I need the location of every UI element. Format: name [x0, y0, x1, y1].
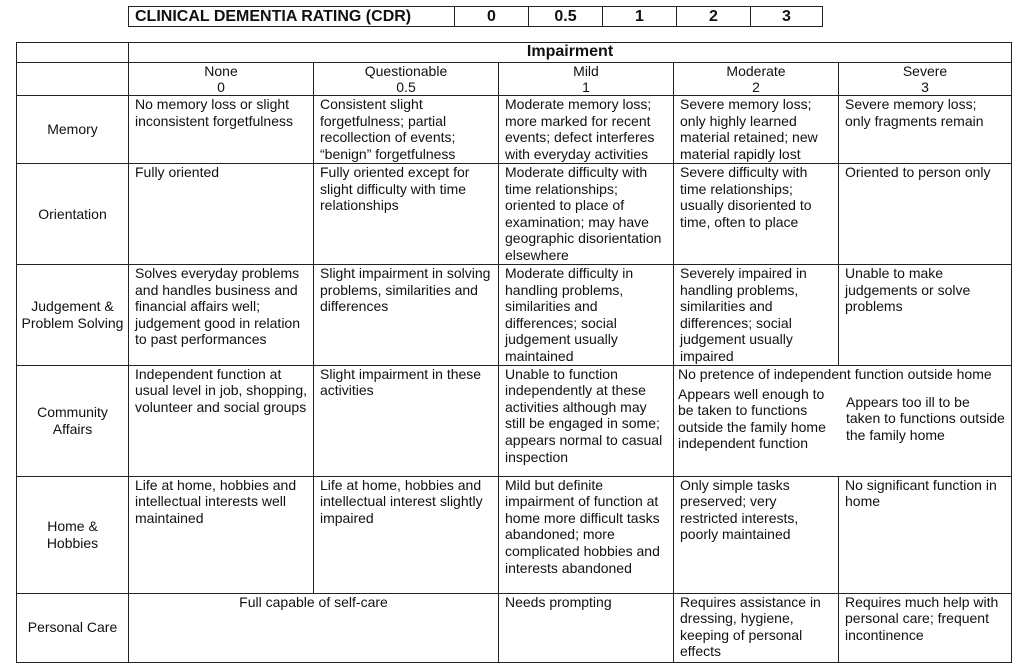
- level-questionable: [314, 63, 499, 96]
- row-label: Home & Hobbies: [17, 476, 129, 593]
- cell-severe: Oriented to person only: [839, 164, 1012, 265]
- cdr-title: CLINICAL DEMENTIA RATING (CDR): [129, 7, 455, 27]
- score-2: 2: [677, 7, 751, 27]
- cell-severe: Severe memory loss; only fragments remain: [839, 96, 1012, 164]
- row-label: Judgement & Problem Solving: [17, 265, 129, 366]
- cell-questionable: Fully oriented except for slight difficulty with time relationships: [314, 164, 499, 265]
- score-3: 3: [751, 7, 823, 27]
- cell-moderate: Severely impaired in handling problems, similarities and differences; social judgement usually impaired: [674, 265, 839, 366]
- level-score: 0.5: [396, 79, 416, 95]
- impairment-heading: Impairment: [129, 43, 1012, 63]
- level-header-row: [17, 63, 1012, 96]
- row-label: Personal Care: [17, 593, 129, 662]
- cell-questionable: Life at home, hobbies and intellectual interest slightly impaired: [314, 476, 499, 593]
- score-1: 1: [603, 7, 677, 27]
- level-name: Moderate: [726, 63, 786, 79]
- level-mild: [499, 63, 674, 96]
- row-label: Community Affairs: [17, 365, 129, 476]
- cell-mild: Moderate difficulty with time relationships; oriented to place of examination; may have geographic disorientation elsewhere: [499, 164, 674, 265]
- corner-cell-2: [17, 63, 129, 96]
- row-home-hobbies: [17, 476, 1012, 593]
- combined-moderate-text: Appears well enough to be taken to functions outside the family home independent function: [678, 385, 826, 452]
- cell-moderate: Severe difficulty with time relationships; usually disoriented to time, often to place: [674, 164, 839, 265]
- cell-none: No memory loss or slight inconsistent forgetfulness: [129, 96, 314, 164]
- row-personal-care: [17, 593, 1012, 662]
- cell-mild: Unable to function independently at these activities although may still be engaged in some; appears normal to casual inspection: [499, 365, 674, 476]
- row-community-affairs: [17, 365, 1012, 476]
- impairment-header-row: [17, 43, 1012, 63]
- level-none: [129, 63, 314, 96]
- level-name: None: [204, 63, 238, 79]
- cell-moderate: Requires assistance in dressing, hygiene, keeping of personal effects: [674, 593, 839, 662]
- corner-cell: [17, 43, 129, 63]
- row-memory: [17, 96, 1012, 164]
- cdr-table: [16, 42, 1012, 663]
- cell-questionable: Slight impairment in solving problems, similarities and differences: [314, 265, 499, 366]
- cell-mild: Moderate memory loss; more marked for recent events; defect interferes with everyday activities: [499, 96, 674, 164]
- row-judgement: [17, 265, 1012, 366]
- cell-mild: Mild but definite impairment of function at home more difficult tasks abandoned; more complicated hobbies and interests abandoned: [499, 476, 674, 593]
- combined-header-text: No pretence of independent function outside home: [678, 365, 992, 382]
- level-score: 0: [217, 79, 225, 95]
- level-score: 1: [582, 79, 590, 95]
- cell-none: Life at home, hobbies and intellectual interests well maintained: [129, 476, 314, 593]
- cell-questionable: Consistent slight forgetfulness; partial recollection of events; “benign” forgetfulness: [314, 96, 499, 164]
- level-name: Severe: [902, 63, 948, 79]
- level-moderate: [674, 63, 839, 96]
- cell-moderate: Severe memory loss; only highly learned material retained; new material rapidly lost: [674, 96, 839, 164]
- row-orientation: [17, 164, 1012, 265]
- row-label: Memory: [17, 96, 129, 164]
- level-name: Questionable: [364, 63, 448, 79]
- combined-severe-text: Appears too ill to be taken to functions outside the family home: [846, 393, 1005, 443]
- cell-none: Independent function at usual level in job, shopping, volunteer and social groups: [129, 365, 314, 476]
- cell-mild: Needs prompting: [499, 593, 674, 662]
- cell-none: Fully oriented: [129, 164, 314, 265]
- row-label: Orientation: [17, 164, 129, 265]
- cell-severe: Requires much help with personal care; frequent incontinence: [839, 593, 1012, 662]
- cell-severe: No significant function in home: [839, 476, 1012, 593]
- cell-questionable: Slight impairment in these activities: [314, 365, 499, 476]
- score-0-5: 0.5: [529, 7, 603, 27]
- cell-none-questionable-merged: Full capable of self-care: [129, 593, 499, 662]
- cell-moderate-severe-combined: [674, 365, 1012, 476]
- cell-mild: Moderate difficulty in handling problems, similarities and differences; social judgement usually maintained: [499, 265, 674, 366]
- level-score: 3: [921, 79, 929, 95]
- level-name: Mild: [573, 63, 599, 79]
- score-0: 0: [455, 7, 529, 27]
- level-score: 2: [752, 79, 760, 95]
- level-severe: [839, 63, 1012, 96]
- cell-severe: Unable to make judgements or solve problems: [839, 265, 1012, 366]
- cell-moderate: Only simple tasks preserved; very restricted interests, poorly maintained: [674, 476, 839, 593]
- cdr-header-box: [128, 6, 823, 27]
- cell-none: Solves everyday problems and handles business and financial affairs well; judgement good in relation to past performances: [129, 265, 314, 366]
